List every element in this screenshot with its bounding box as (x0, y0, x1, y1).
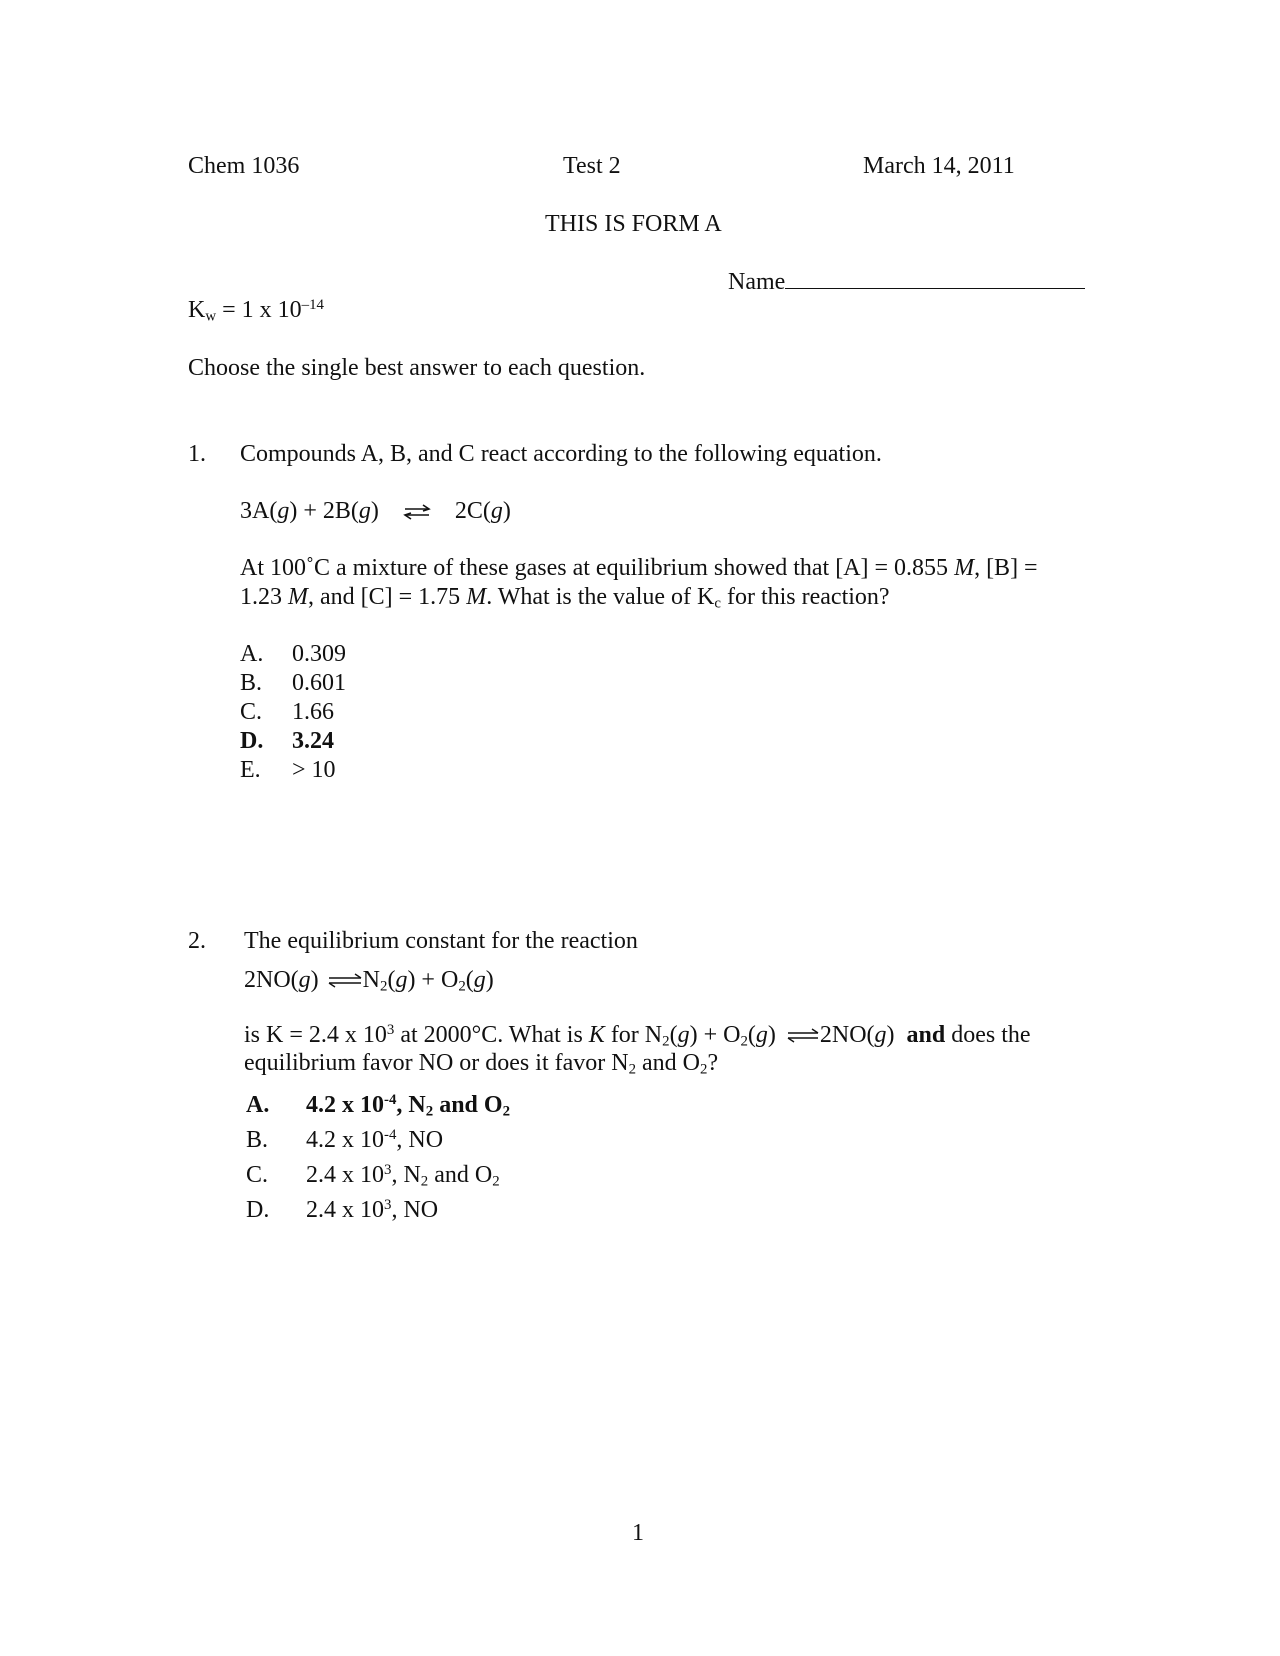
name-label: Name (728, 269, 786, 295)
q1-option-a[interactable]: A. 0.309 (240, 641, 346, 667)
instructions: Choose the single best answer to each question. (188, 355, 646, 381)
name-field[interactable] (728, 268, 1085, 297)
course-name: Chem 1036 (188, 153, 300, 179)
q2-option-b[interactable]: B. 4.2 x $10^{-4}$, NO (246, 1126, 444, 1153)
q2-equation: 2NO(g) $N_2(g) + O_2(g)$ (244, 967, 494, 995)
q2-option-a[interactable]: A. 4.2 x $10^{-4}$, $N_2$ and $O_2$ (246, 1091, 510, 1120)
test-title: Test 2 (563, 153, 621, 179)
q1-text-line2: 1.23 M, and [C] = 1.75 M. What is the value of $K_c$ for this reaction? (240, 584, 890, 612)
page-number: 1 (632, 1520, 644, 1546)
q2-number: 2. (188, 928, 206, 954)
q1-stem: Compounds A, B, and C react according to the following equation. (240, 441, 882, 467)
q2-text-line2: equilibrium favor NO or does it favor $N_2$ and $O_2$? (244, 1050, 719, 1078)
q1-text-line1: At 100˚C a mixture of these gases at equilibrium showed that [A] = 0.855 M, [B] = (240, 555, 1038, 581)
name-blank[interactable] (785, 268, 1085, 289)
equilibrium-arrow-icon (399, 503, 439, 521)
q1-option-d[interactable]: D. 3.24 (240, 728, 334, 754)
q1-equation: 3A(g) + 2B(g) 2C(g) (240, 498, 511, 524)
q1-option-e[interactable]: E. > 10 (240, 757, 336, 783)
q2-text-line1: is K = 2.4 x $10^3$ at 2000°C. What is K for $N_2(g) + O_2(g)$ 2NO(g) and does the (244, 1021, 1031, 1050)
q1-option-b[interactable]: B. 0.601 (240, 670, 346, 696)
test-date: March 14, 2011 (863, 153, 1015, 179)
kw-constant: $K_w = 1$ x $10^{-14}$ (188, 296, 324, 325)
equilibrium-arrow-icon (786, 1028, 820, 1044)
q2-option-c[interactable]: C. 2.4 x $10^3$, $N_2$ and $O_2$ (246, 1161, 500, 1190)
equilibrium-arrow-icon (327, 973, 363, 989)
q1-number: 1. (188, 441, 206, 467)
q2-stem: The equilibrium constant for the reaction (244, 928, 638, 954)
q1-option-c[interactable]: C. 1.66 (240, 699, 334, 725)
form-label: THIS IS FORM A (545, 211, 722, 237)
q2-option-d[interactable]: D. 2.4 x $10^3$, NO (246, 1196, 439, 1223)
